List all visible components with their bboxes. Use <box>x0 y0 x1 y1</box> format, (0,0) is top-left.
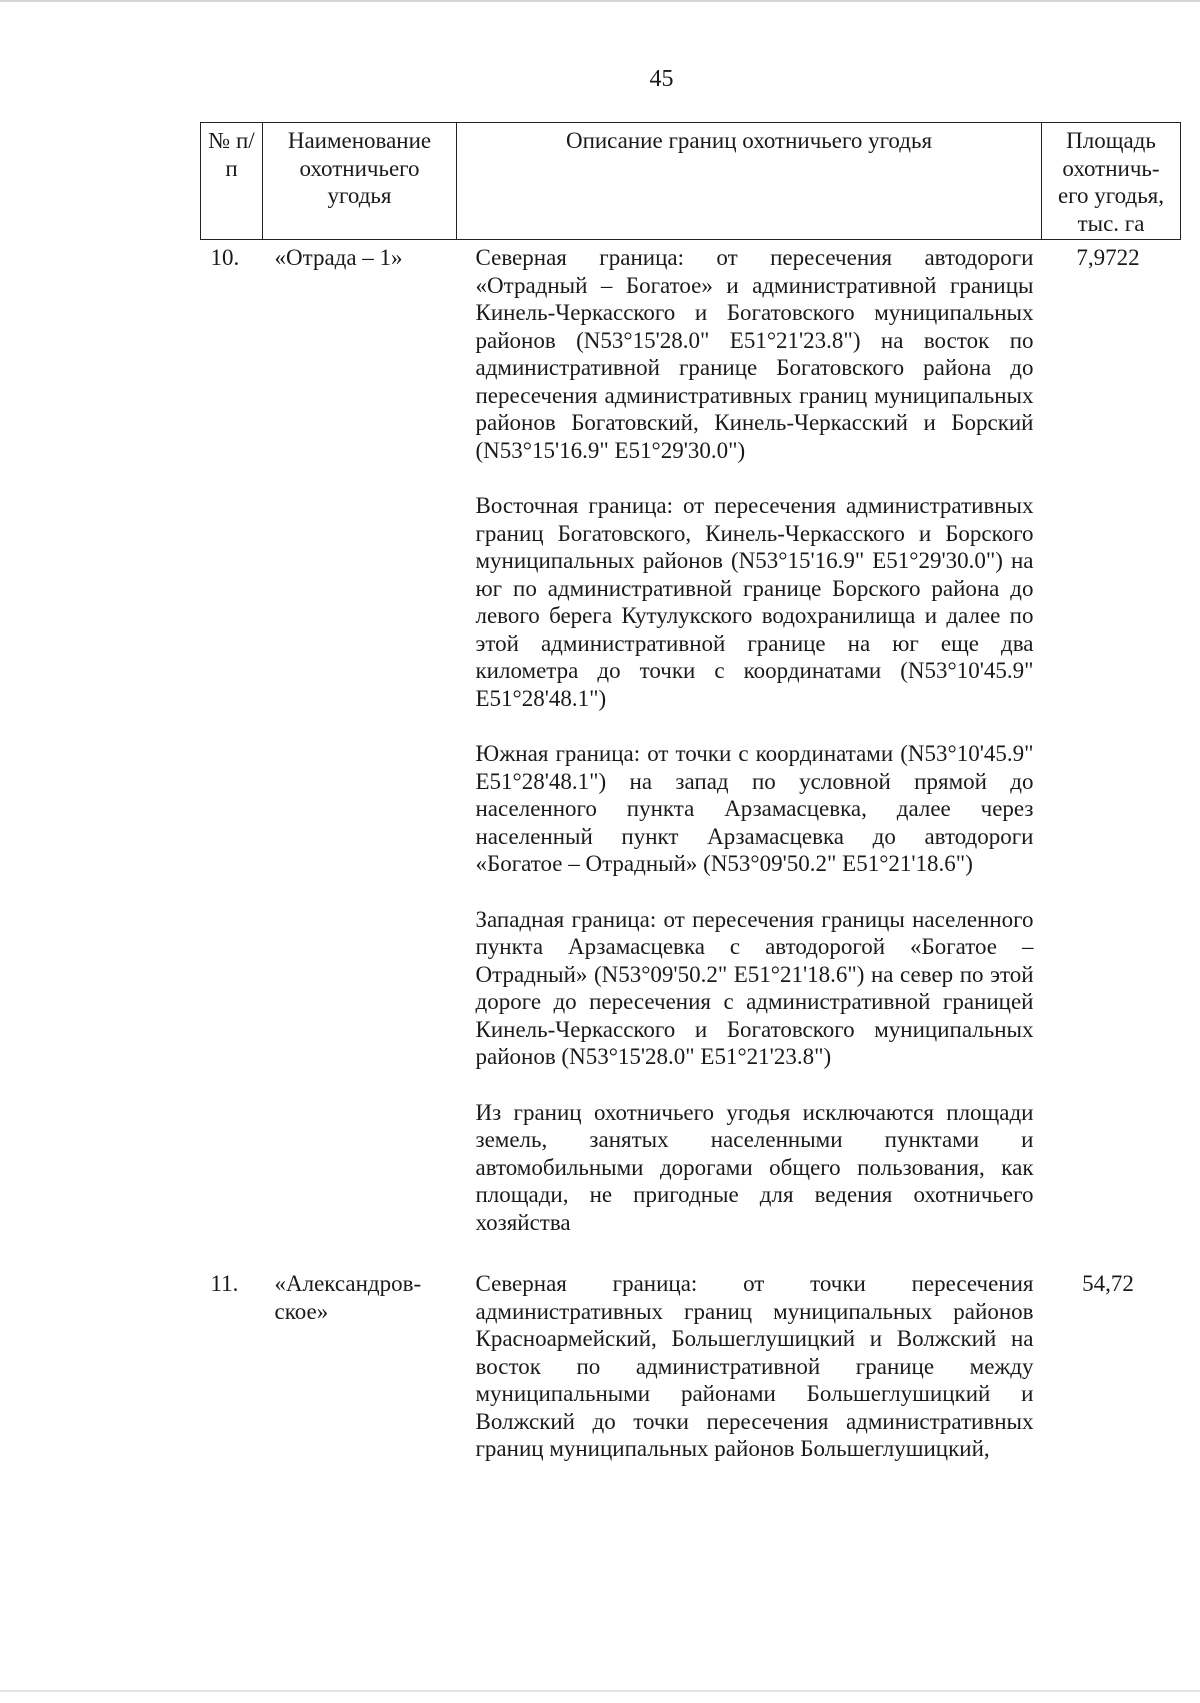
header-name: Наименование охотничьего угодья <box>263 123 457 240</box>
hunting-ground-name: «Александров-ское» <box>274 1271 422 1324</box>
row-number: 10. <box>210 245 240 270</box>
area-value: 54,72 <box>1082 1271 1134 1296</box>
scan-edge-top <box>0 0 1200 2</box>
table-header-row <box>201 123 1181 240</box>
exclusions-text: Из границ охотничьего угодья исключаются площади земель, занятых населенными пунктами и автомобильными дорогами общего пользования, как площади, не пригодные для ведения охотничьего хозяйства <box>475 1099 1034 1235</box>
table-row <box>201 1266 1181 1463</box>
south-boundary-text: Южная граница: от точки с координатами (N53°10'45.9" E51°28'48.1") на запад по условной прямой до населенного пункта Арзамасцевка, далее через населенный пункт Арзамасцевка до автодороги «Богатое – Отрадный» (N53°09'50.2" E51°21'18.6") <box>475 741 1034 876</box>
page-number: 45 <box>649 66 674 92</box>
hunting-grounds-table <box>200 122 1181 1463</box>
area-value: 7,9722 <box>1076 245 1140 270</box>
north-boundary-text: Северная граница: от точки пересечения административных границ муниципальных районов Красноармейский, Большеглушицкий и Волжский на восток по административной границе между муниципальными районами Большеглушицкий и Волжский до точки пересечения административных границ муниципальных районов Большеглушицкий, <box>475 1271 1034 1461</box>
boundary-description <box>457 1266 1042 1463</box>
scan-edge-bottom <box>0 1690 1200 1692</box>
table-row <box>201 240 1181 1267</box>
header-number: № п/п <box>201 123 263 240</box>
header-area: Площадь охотничь-его угодья, тыс. га <box>1042 123 1181 240</box>
east-boundary-text: Восточная граница: от пересечения административных границ Богатовского, Кинель-Черкасского и Борского муниципальных районов (N53°15'16.9" E51°29'30.0") на юг по административной границе Борского района до левого берега Кутулукского водохранилища и далее по этой административной границе на юг еще два километра до точки с координатами (N53°10'45.9" E51°28'48.1") <box>475 493 1034 711</box>
west-boundary-text: Западная граница: от пересечения границы населенного пункта Арзамасцевка с автодорогой «Богатое – Отрадный» (N53°09'50.2" E51°21'18.6") на север по этой дороге до пересечения с административной границей Кинель-Черкасского и Богатовского муниципальных районов (N53°15'28.0" E51°21'23.8") <box>475 906 1034 1069</box>
header-description: Описание границ охотничьего угодья <box>457 123 1042 240</box>
row-number: 11. <box>210 1271 239 1296</box>
boundary-description <box>457 240 1042 1267</box>
hunting-ground-name: «Отрада – 1» <box>274 245 403 270</box>
north-boundary-text: Северная граница: от пересечения автодороги «Отрадный – Богатое» и административной границы Кинель-Черкасского и Богатовского муниципальных районов (N53°15'28.0" E51°21'23.8") на восток по административной границе Богатовского района до пересечения административных границ муниципальных районов Богатовский, Кинель-Черкасский и Борский (N53°15'16.9" E51°29'30.0") <box>475 245 1034 463</box>
